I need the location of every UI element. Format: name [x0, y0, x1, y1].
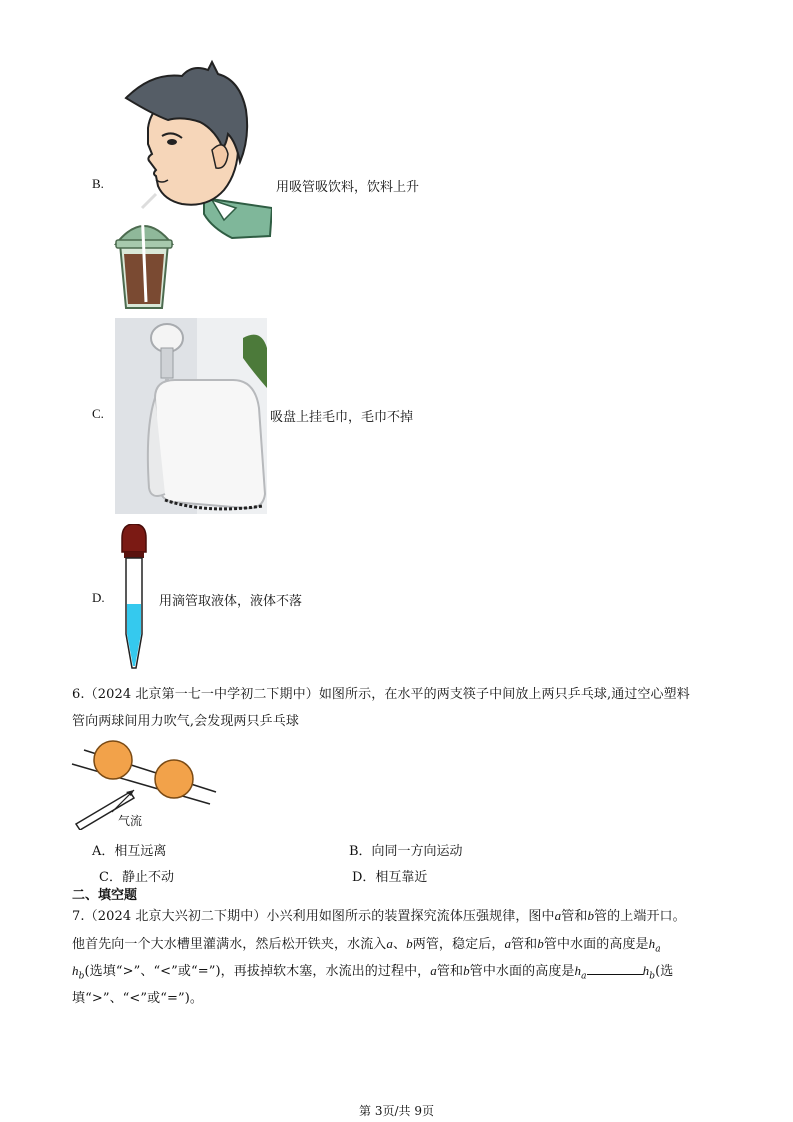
page-footer: 第 3页/共 9页 — [359, 1104, 434, 1118]
option-d-letter: D. — [92, 590, 105, 605]
q7-stem-line4: 填“>”、“<”或“=”)。 — [72, 991, 204, 1006]
q7-line3-sub-b2: b — [649, 971, 656, 982]
q7-line2-sub-a: a — [655, 944, 661, 955]
q7-line3-sub-a2: a — [581, 971, 587, 982]
q7-line2-part3: 两管，稳定后， — [412, 937, 505, 952]
q7-line2-h: h — [648, 936, 656, 951]
q7-line3-h2: h — [574, 963, 582, 978]
q7-line2-var-b1: b — [406, 936, 413, 951]
boy-drinking-image — [112, 58, 272, 310]
q7-line2-part5: 管中水面的高度是 — [543, 937, 649, 952]
q7-line1-part1: 7.（2024 北京大兴初二下期中）小兴利用如图所示的装置探究流体压强规律，图中 — [72, 909, 555, 924]
q6-choice-c[interactable]: C．静止不动 — [99, 870, 174, 885]
section-title-fill-blank: 二、填空题 — [72, 888, 138, 903]
q7-line2-part2: 、 — [393, 937, 407, 952]
q7-line3-part2: 管和 — [436, 964, 464, 979]
q6-stem-line1: 6.（2024 北京第一七一中学初二下期中）如图所示，在水平的两支筷子中间放上两只乒乓球,通过空心塑料 — [72, 687, 690, 702]
q7-var-b: b — [587, 908, 595, 923]
suction-cup-towel-image — [115, 318, 267, 514]
q6-stem-line2: 管向两球间用力吹气,会发现两只乒乓球 — [72, 714, 299, 729]
airflow-label: 气流 — [118, 814, 143, 828]
q7-line3-part1: (选填“>”、“<”或“=”)，再拔掉软木塞，水流出的过程中， — [84, 964, 431, 979]
q7-stem-line3 — [72, 960, 673, 982]
q7-line2-var-a2: a — [504, 936, 512, 951]
q7-line3-sub-b: b — [78, 971, 85, 982]
q7-line2-var-a1: a — [386, 936, 394, 951]
q6-choice-b[interactable]: B．向同一方向运动 — [349, 844, 463, 859]
q7-line3-h3: h — [642, 963, 650, 978]
q7-line3-var-b: b — [463, 963, 470, 978]
option-d-text: 用滴管取液体，液体不落 — [159, 594, 303, 609]
q7-line3-part3: 管中水面的高度是 — [469, 964, 575, 979]
q7-stem-line1 — [72, 905, 686, 924]
q7-line2-part4: 管和 — [511, 937, 538, 952]
q7-line3-h: h — [72, 963, 79, 978]
q6-choice-d[interactable]: D．相互靠近 — [352, 870, 428, 885]
q7-line2-part1: 他首先向一个大水槽里灌满水，然后松开铁夹，水流入 — [72, 937, 387, 952]
q7-line2-var-b2: b — [537, 936, 544, 951]
q7-var-a: a — [554, 908, 562, 923]
dropper-image — [116, 524, 152, 670]
q7-stem-line2 — [72, 933, 661, 955]
q7-line3-part4: (选 — [655, 964, 674, 979]
q7-line1-part2: 管和 — [561, 909, 588, 924]
q6-choice-a[interactable]: A．相互远离 — [92, 844, 167, 859]
option-b-text: 用吸管吸饮料，饮料上升 — [276, 180, 420, 195]
option-c-text: 吸盘上挂毛巾，毛巾不掉 — [270, 410, 414, 425]
option-b-letter: B. — [92, 176, 104, 191]
q7-answer-blank[interactable] — [587, 962, 643, 975]
option-c-letter: C. — [92, 406, 104, 421]
ping-pong-balls-figure — [70, 738, 220, 830]
q7-line3-var-a: a — [430, 963, 437, 978]
q7-line1-part3: 管的上端开口。 — [594, 909, 686, 924]
